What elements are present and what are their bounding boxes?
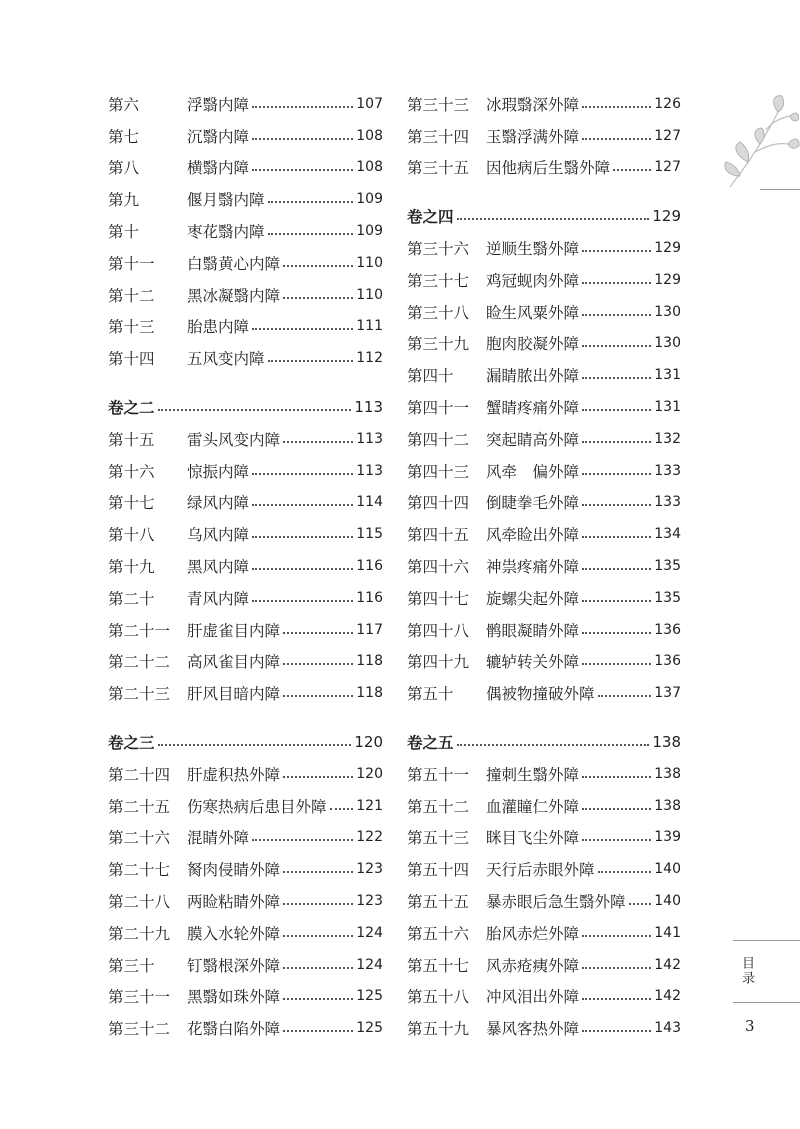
toc-entry[interactable] [407,981,681,1013]
toc-dot-leader [268,187,354,203]
toc-entry-number: 第五十五 [407,893,470,912]
toc-page-number: 140 [654,861,681,878]
toc-page-number: 133 [654,494,681,511]
toc-dot-leader [252,490,353,506]
toc-entry[interactable] [108,518,383,550]
toc-page-number: 111 [356,318,383,335]
toc-page-number: 110 [356,286,383,303]
toc-entry[interactable] [108,582,383,614]
toc-dot-leader [268,346,354,362]
toc-dot-leader [582,92,651,108]
toc-column-right [407,88,681,1044]
toc-page-number: 108 [356,159,383,176]
toc-dot-leader [457,730,650,746]
toc-page-number: 117 [356,621,383,638]
toc-dot-leader [283,762,353,778]
toc-page-number: 126 [654,95,681,112]
toc-entry-number: 第九 [108,191,140,210]
toc-dot-leader [582,427,651,443]
toc-entry-number: 第四十五 [407,526,470,545]
toc-entry-number: 第四十二 [407,430,470,449]
toc-entry[interactable] [108,183,383,215]
toc-entry-number: 第三十二 [108,1020,171,1039]
toc-dot-leader [252,825,353,841]
toc-entry[interactable] [108,311,383,343]
toc-entry-number: 第十七 [108,494,155,513]
toc-entry-number: 第四十四 [407,494,470,513]
toc-dot-leader [252,586,353,602]
toc-entry-number: 第十六 [108,462,155,481]
toc-dot-leader [283,857,353,873]
toc-dot-leader [252,314,353,330]
toc-dot-leader [283,283,353,299]
toc-page-number: 109 [356,191,383,208]
toc-entry-number: 第二十一 [108,621,171,640]
toc-page-number: 141 [654,924,681,941]
toc-dot-leader [283,251,353,267]
toc-entry-title: 血灌瞳仁外障 [486,797,580,816]
toc-entry-number: 第二十六 [108,829,171,848]
toc-page-number: 127 [654,159,681,176]
toc-entry[interactable] [108,758,383,790]
toc-entry[interactable] [108,917,383,949]
toc-page-number: 127 [654,127,681,144]
toc-entry[interactable] [108,677,383,709]
toc-page-number: 136 [654,653,681,670]
toc-dot-leader [613,155,651,171]
toc-dot-leader [252,92,353,108]
toc-entry[interactable] [407,677,681,709]
toc-entry-number: 第五十二 [407,797,470,816]
toc-entry-number: 第三十四 [407,127,470,146]
toc-page-number: 120 [356,765,383,782]
toc-dot-leader [582,522,651,538]
toc-page-number: 137 [654,685,681,702]
toc-volume-title: 卷之三 [108,733,155,753]
toc-page-number: 109 [356,223,383,240]
toc-entry-number: 第四十三 [407,462,470,481]
toc-page-number: 110 [356,254,383,271]
toc-page-number: 108 [356,127,383,144]
toc-entry-number: 第五十一 [407,765,470,784]
toc-entry-number: 第三十九 [407,335,470,354]
toc-page-number: 130 [654,303,681,320]
toc-entry[interactable] [108,342,383,374]
toc-entry[interactable] [108,614,383,646]
toc-entry[interactable] [407,614,681,646]
toc-dot-leader [457,204,650,220]
toc-entry-number: 第十一 [108,254,155,273]
toc-entry-number: 第十 [108,223,140,242]
side-tab-bottom-rule [733,1002,800,1003]
toc-entry[interactable] [108,88,383,120]
toc-dot-leader [252,459,353,475]
toc-entry[interactable] [108,423,383,455]
toc-entry[interactable] [407,917,681,949]
toc-page-number: 113 [356,462,383,479]
toc-page-number: 138 [652,733,681,752]
toc-entry-title: 胎患内障 [187,318,250,337]
toc-page-number: 131 [654,367,681,384]
toc-entry[interactable] [407,296,681,328]
toc-entry[interactable] [108,550,383,582]
toc-dot-leader [158,395,352,411]
toc-entry[interactable] [108,120,383,152]
toc-entry[interactable] [407,518,681,550]
toc-page-number: 118 [356,653,383,670]
toc-page-number: 123 [356,893,383,910]
toc-page-number: 133 [654,462,681,479]
toc-page-number: 140 [654,893,681,910]
side-tab-label: 目录 [739,956,754,986]
toc-entry[interactable] [108,279,383,311]
toc-page-number: 112 [356,350,383,367]
toc-entry-number: 第三十七 [407,271,470,290]
ornament-rule [760,189,800,190]
toc-entry[interactable] [407,550,681,582]
toc-entry-title: 玉翳浮满外障 [486,127,580,146]
toc-entry-title: 横翳内障 [187,159,250,178]
toc-entry[interactable] [407,582,681,614]
toc-entry[interactable] [407,1012,681,1044]
toc-dot-leader [582,331,651,347]
toc-volume-title: 卷之五 [407,733,454,753]
toc-entry[interactable] [108,646,383,678]
toc-dot-leader [582,794,651,810]
toc-dot-leader [582,825,651,841]
toc-volume-title: 卷之二 [108,398,155,418]
toc-gap [108,374,383,391]
toc-entry[interactable] [407,264,681,296]
toc-page-number: 121 [356,797,383,814]
toc-entry-title: 因他病后生翳外障 [486,159,611,178]
toc-entry-number: 第十八 [108,526,155,545]
toc-entry[interactable] [108,1012,383,1044]
toc-gap [108,709,383,726]
toc-entry-number: 第八 [108,159,140,178]
toc-page-number: 135 [654,558,681,575]
toc-entry-title: 蟹睛疼痛外障 [486,399,580,418]
toc-entry[interactable] [407,328,681,360]
toc-entry[interactable] [108,949,383,981]
toc-dot-leader [582,649,651,665]
toc-entry-title: 睑生风粟外障 [486,303,580,322]
toc-dot-leader [268,219,354,235]
toc-entry-number: 第二十四 [108,765,171,784]
toc-volume-heading[interactable] [108,391,383,423]
toc-entry-number: 第四十八 [407,621,470,640]
toc-entry-title: 倒睫拳毛外障 [486,494,580,513]
toc-dot-leader [598,857,652,873]
toc-entry-number: 第三十三 [407,95,470,114]
toc-entry-title: 漏睛脓出外障 [486,367,580,386]
toc-entry-number: 第五十八 [407,988,470,1007]
toc-entry-title: 暴赤眼后急生翳外障 [486,893,626,912]
toc-page-number: 143 [654,1020,681,1037]
toc-entry-title: 钉翳根深外障 [187,956,281,975]
toc-page-number: 122 [356,829,383,846]
toc-entry[interactable] [108,822,383,854]
toc-dot-leader [252,155,353,171]
toc-entry-number: 第五十四 [407,861,470,880]
toc-entry-title: 逆顺生翳外障 [486,240,580,259]
toc-entry-number: 第二十三 [108,685,171,704]
toc-gap [407,183,681,200]
toc-dot-leader [252,554,353,570]
toc-entry[interactable] [407,853,681,885]
toc-entry[interactable] [108,487,383,519]
toc-entry[interactable] [407,455,681,487]
toc-entry[interactable] [108,247,383,279]
toc-page-number: 138 [654,765,681,782]
toc-dot-leader [283,681,353,697]
toc-entry-title: 风赤疮痍外障 [486,956,580,975]
toc-page-number: 130 [654,335,681,352]
toc-dot-leader [582,300,651,316]
toc-entry[interactable] [407,88,681,120]
toc-dot-leader [330,794,354,810]
toc-entry-title: 枣花翳内障 [187,223,265,242]
toc-entry-number: 第四十九 [407,653,470,672]
toc-dot-leader [283,1016,353,1032]
toc-entry-title: 肝虚雀目内障 [187,621,281,640]
toc-entry[interactable] [407,152,681,184]
toc-page-number: 113 [354,398,383,417]
page-number: 3 [745,1017,755,1035]
toc-dot-leader [582,395,651,411]
toc-entry-title: 风牵 偏外障 [486,462,580,481]
toc-entry-number: 第四十六 [407,558,470,577]
toc-dot-leader [283,921,353,937]
toc-entry-number: 第七 [108,127,140,146]
toc-entry[interactable] [407,822,681,854]
toc-entry-title: 撞刺生翳外障 [486,765,580,784]
toc-entry-title: 胞肉胶凝外障 [486,335,580,354]
side-tab-top-rule [733,940,800,941]
toc-page-number: 116 [356,558,383,575]
toc-dot-leader [582,618,651,634]
toc-page-number: 125 [356,1020,383,1037]
toc-entry-number: 第三十 [108,956,155,975]
toc-entry-title: 鸡冠蚬肉外障 [486,271,580,290]
toc-entry-title: 冰瑕翳深外障 [486,95,580,114]
toc-entry-number: 第二十二 [108,653,171,672]
toc-entry-title: 膜入水轮外障 [187,924,281,943]
toc-entry-number: 第五十六 [407,924,470,943]
toc-entry-number: 第六 [108,95,140,114]
toc-entry-title: 高风雀目内障 [187,653,281,672]
toc-dot-leader [582,1016,651,1032]
toc-entry-number: 第二十五 [108,797,171,816]
toc-entry[interactable] [407,949,681,981]
toc-page-number: 113 [356,430,383,447]
toc-dot-leader [582,762,651,778]
toc-entry-title: 伤寒热病后患目外障 [187,797,327,816]
toc-entry-title: 沉翳内障 [187,127,250,146]
toc-entry-title: 雷头风变内障 [187,430,281,449]
toc-entry-title: 黑冰凝翳内障 [187,286,281,305]
toc-entry[interactable] [407,232,681,264]
toc-page-number: 120 [354,733,383,752]
toc-entry-number: 第三十六 [407,240,470,259]
toc-entry-title: 绿风内障 [187,494,250,513]
toc-entry[interactable] [407,120,681,152]
toc-entry-number: 第三十八 [407,303,470,322]
toc-column-left [108,88,383,1044]
toc-entry[interactable] [407,423,681,455]
toc-page-number: 135 [654,589,681,606]
leaf-sprig-icon [720,92,800,192]
toc-entry-title: 冲风泪出外障 [486,988,580,1007]
toc-dot-leader [582,953,651,969]
toc-page-number: 118 [356,685,383,702]
toc-entry-title: 惊振内障 [187,462,250,481]
toc-entry-title: 辘轳转关外障 [486,653,580,672]
toc-dot-leader [158,730,352,746]
toc-page-number: 114 [356,494,383,511]
toc-entry-title: 胎风赤烂外障 [486,924,580,943]
toc-entry-title: 浮翳内障 [187,95,250,114]
toc-dot-leader [283,889,353,905]
toc-entry-title: 两睑粘睛外障 [187,893,281,912]
toc-dot-leader [283,618,353,634]
toc-entry-number: 第三十一 [108,988,171,1007]
toc-entry-title: 眯目飞尘外障 [486,829,580,848]
toc-entry-number: 第五十七 [407,956,470,975]
toc-page-number: 125 [356,988,383,1005]
toc-entry-title: 胬肉侵睛外障 [187,861,281,880]
toc-entry-number: 第十二 [108,286,155,305]
toc-entry-title: 神祟疼痛外障 [486,558,580,577]
toc-entry-title: 暴风客热外障 [486,1020,580,1039]
toc-entry[interactable] [407,646,681,678]
toc-dot-leader [252,124,353,140]
toc-page-number: 129 [654,271,681,288]
toc-entry-number: 第二十八 [108,893,171,912]
toc-entry-title: 肝风目暗内障 [187,685,281,704]
toc-entry-number: 第十四 [108,350,155,369]
toc-entry-number: 第四十七 [407,589,470,608]
toc-entry-number: 第十九 [108,558,155,577]
toc-dot-leader [283,649,353,665]
toc-entry-number: 第二十九 [108,924,171,943]
toc-entry-number: 第五十三 [407,829,470,848]
toc-page-number: 129 [654,240,681,257]
toc-entry-title: 黑翳如珠外障 [187,988,281,1007]
toc-entry-title: 突起睛高外障 [486,430,580,449]
toc-volume-heading[interactable] [407,726,681,758]
toc-dot-leader [582,490,651,506]
toc-entry-title: 旋螺尖起外障 [486,589,580,608]
toc-entry-title: 混睛外障 [187,829,250,848]
toc-entry-title: 肝虚积热外障 [187,765,281,784]
toc-entry-title: 风牵睑出外障 [486,526,580,545]
toc-dot-leader [582,236,651,252]
toc-entry-title: 乌风内障 [187,526,250,545]
toc-page-number: 142 [654,988,681,1005]
toc-entry-number: 第四十 [407,367,454,386]
toc-volume-heading[interactable] [407,200,681,232]
toc-entry-title: 五风变内障 [187,350,265,369]
toc-entry[interactable] [108,152,383,184]
toc-dot-leader [283,953,353,969]
toc-page-number: 134 [654,526,681,543]
toc-dot-leader [582,124,651,140]
toc-entry-title: 偶被物撞破外障 [486,685,595,704]
toc-entry-title: 偃月翳内障 [187,191,265,210]
toc-dot-leader [629,889,652,905]
toc-dot-leader [582,586,651,602]
toc-entry-number: 第四十一 [407,399,470,418]
toc-volume-title: 卷之四 [407,207,454,227]
toc-entry-title: 白翳黄心内障 [187,254,281,273]
toc-entry[interactable] [407,487,681,519]
toc-entry-number: 第五十九 [407,1020,470,1039]
toc-dot-leader [582,554,651,570]
toc-volume-heading[interactable] [108,726,383,758]
toc-entry-title: 鹘眼凝睛外障 [486,621,580,640]
toc-entry[interactable] [407,758,681,790]
toc-page-number: 142 [654,956,681,973]
toc-dot-leader [582,268,651,284]
toc-entry-number: 第二十七 [108,861,171,880]
toc-dot-leader [283,427,353,443]
toc-page-number: 136 [654,621,681,638]
toc-entry-title: 青风内障 [187,589,250,608]
toc-entry-title: 花翳白陷外障 [187,1020,281,1039]
toc-entry[interactable] [108,981,383,1013]
toc-entry[interactable] [108,215,383,247]
toc-entry[interactable] [407,790,681,822]
toc-entry[interactable] [108,455,383,487]
toc-entry[interactable] [108,885,383,917]
toc-page-number: 129 [652,207,681,226]
toc-entry[interactable] [407,359,681,391]
toc-dot-leader [582,363,651,379]
toc-entry-number: 第十五 [108,430,155,449]
toc-entry-number: 第二十 [108,589,155,608]
toc-page-number: 115 [356,526,383,543]
toc-page-number: 139 [654,829,681,846]
toc-entry-title: 黑风内障 [187,558,250,577]
toc-entry-number: 第十三 [108,318,155,337]
toc-dot-leader [582,984,651,1000]
toc-entry-title: 天行后赤眼外障 [486,861,595,880]
toc-dot-leader [598,681,652,697]
toc-dot-leader [582,921,651,937]
toc-entry-number: 第五十 [407,685,454,704]
toc-page-number: 124 [356,956,383,973]
toc-entry-number: 第三十五 [407,159,470,178]
toc-page-number: 131 [654,399,681,416]
toc-page-number: 138 [654,797,681,814]
toc-page-number: 132 [654,430,681,447]
toc-entry[interactable] [407,885,681,917]
toc-entry[interactable] [108,790,383,822]
toc-page-number: 116 [356,589,383,606]
toc-dot-leader [582,459,651,475]
toc-entry[interactable] [407,391,681,423]
toc-dot-leader [252,522,353,538]
toc-dot-leader [283,984,353,1000]
toc-page-number: 124 [356,924,383,941]
toc-entry[interactable] [108,853,383,885]
toc-gap [407,709,681,726]
toc-page-number: 107 [356,95,383,112]
toc-page-number: 123 [356,861,383,878]
